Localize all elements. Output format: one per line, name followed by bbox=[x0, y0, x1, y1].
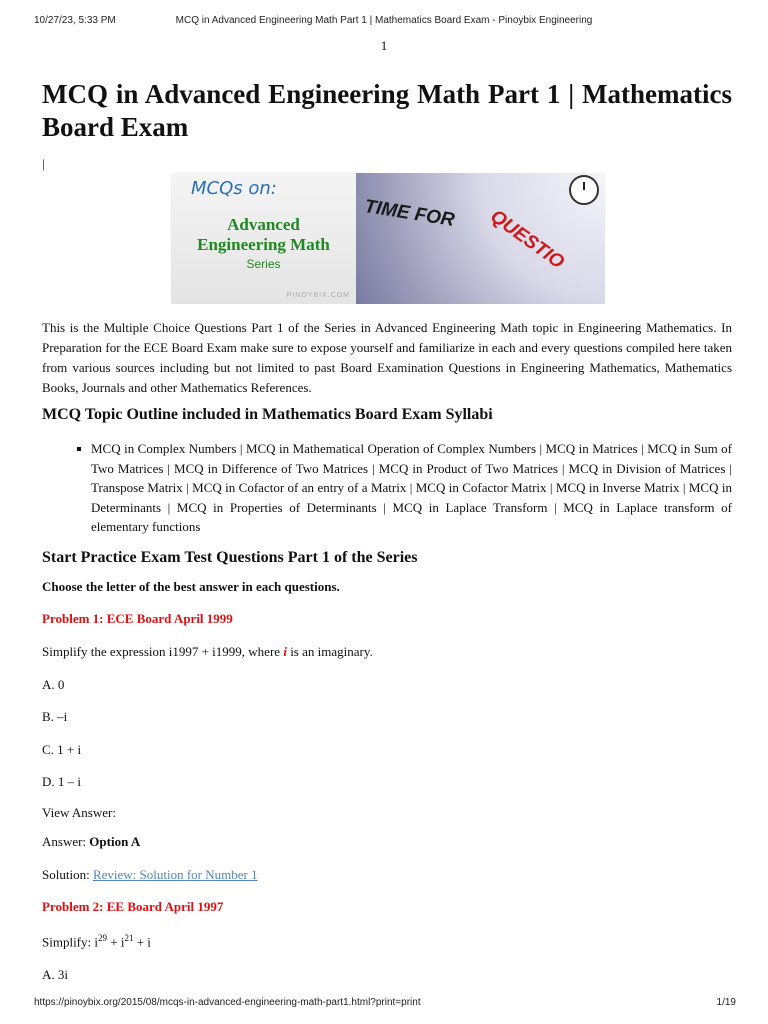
banner-image bbox=[171, 173, 605, 304]
problem-1-solution: Solution: Review: Solution for Number 1 bbox=[42, 867, 258, 882]
instruction: Choose the letter of the best answer in each questions. bbox=[42, 579, 340, 594]
print-page-title: MCQ in Advanced Engineering Math Part 1 | Mathematics Board Exam - Pinoybix Engineering bbox=[175, 15, 593, 26]
banner-clock-panel bbox=[356, 173, 605, 304]
banner-question: QUESTIO bbox=[486, 205, 568, 274]
solution-link[interactable]: Review: Solution for Number 1 bbox=[92, 867, 258, 882]
title-separator: | bbox=[42, 156, 45, 171]
list-item: MCQ in Complex Numbers | MCQ in Mathematical Operation of Complex Numbers | MCQ in Matrices | MCQ in Sum of Two Matrices | MCQ in Difference of Two Matrices | MCQ in Product of Two Matrices | MCQ in Division of Matrices | Transpose Matrix | MCQ in Cofactor of an entry of a Matrix | MCQ in Cofactor Matrix | MCQ in Inverse Matrix | MCQ in Determinants | MCQ in Properties of Determinants | MCQ in Laplace Transform | MCQ in Laplace transform of elementary functions bbox=[42, 439, 732, 537]
banner-mcqs-on: MCQs on: bbox=[191, 178, 277, 199]
intro-paragraph: This is the Multiple Choice Questions Part 1 of the Series in Advanced Engineering Math topic in Engineering Mathematics. In Preparation for the ECE Board Exam make sure to expose yourself and familiarize in each and every questions compiled here taken from various sources including but not limited to past Board Examination Questions in Engineering Mathematics, Mathematics Books, Journals and other Mathematics References. bbox=[42, 320, 732, 395]
topic-outline-list bbox=[42, 439, 732, 537]
footer-url: https://pinoybix.org/2015/08/mcqs-in-advanced-engineering-math-part1.html?print=print bbox=[34, 997, 421, 1008]
problem-1-title: Problem 1: ECE Board April 1999 bbox=[42, 611, 233, 626]
banner-left-panel bbox=[171, 173, 356, 304]
problem-1-question: Simplify the expression i1997 + i1999, where i is an imaginary. bbox=[42, 644, 373, 659]
banner-site: PINOYBIX.COM bbox=[286, 292, 350, 299]
problem-2-question: Simplify: $i^{29} + i^{21} + i$ bbox=[42, 933, 151, 950]
problem-1-answer: Answer: Option A bbox=[42, 834, 141, 849]
view-answer-toggle[interactable]: View Answer: bbox=[42, 805, 116, 820]
banner-series: Series bbox=[246, 257, 281, 271]
banner-time-for: TIME FOR bbox=[362, 196, 456, 231]
banner-subject-line2: Engineering Math bbox=[197, 235, 330, 254]
outline-heading: MCQ Topic Outline included in Mathematics Board Exam Syllabi bbox=[42, 406, 493, 423]
banner-subject-line1: Advanced bbox=[227, 215, 300, 234]
problem-1-option-b: B. –i bbox=[42, 709, 68, 724]
problem-2-title: Problem 2: EE Board April 1997 bbox=[42, 899, 224, 914]
clock-icon bbox=[569, 175, 599, 205]
banner-subject bbox=[171, 215, 356, 255]
article-title: MCQ in Advanced Engineering Math Part 1 | Mathematics Board Exam bbox=[42, 79, 732, 142]
problem-1-option-a: A. 0 bbox=[42, 677, 65, 692]
print-datetime: 10/27/23, 5:33 PM bbox=[34, 15, 116, 26]
problem-1-option-c: C. 1 + i bbox=[42, 742, 82, 757]
practice-heading: Start Practice Exam Test Questions Part 1 of the Series bbox=[42, 549, 418, 566]
page-number: 1 bbox=[380, 38, 388, 53]
problem-2-option-a: A. 3i bbox=[42, 967, 68, 982]
problem-1-option-d: D. 1 – i bbox=[42, 774, 81, 789]
footer-page-count: 1/19 bbox=[716, 997, 736, 1008]
imaginary-var: i bbox=[283, 644, 287, 659]
